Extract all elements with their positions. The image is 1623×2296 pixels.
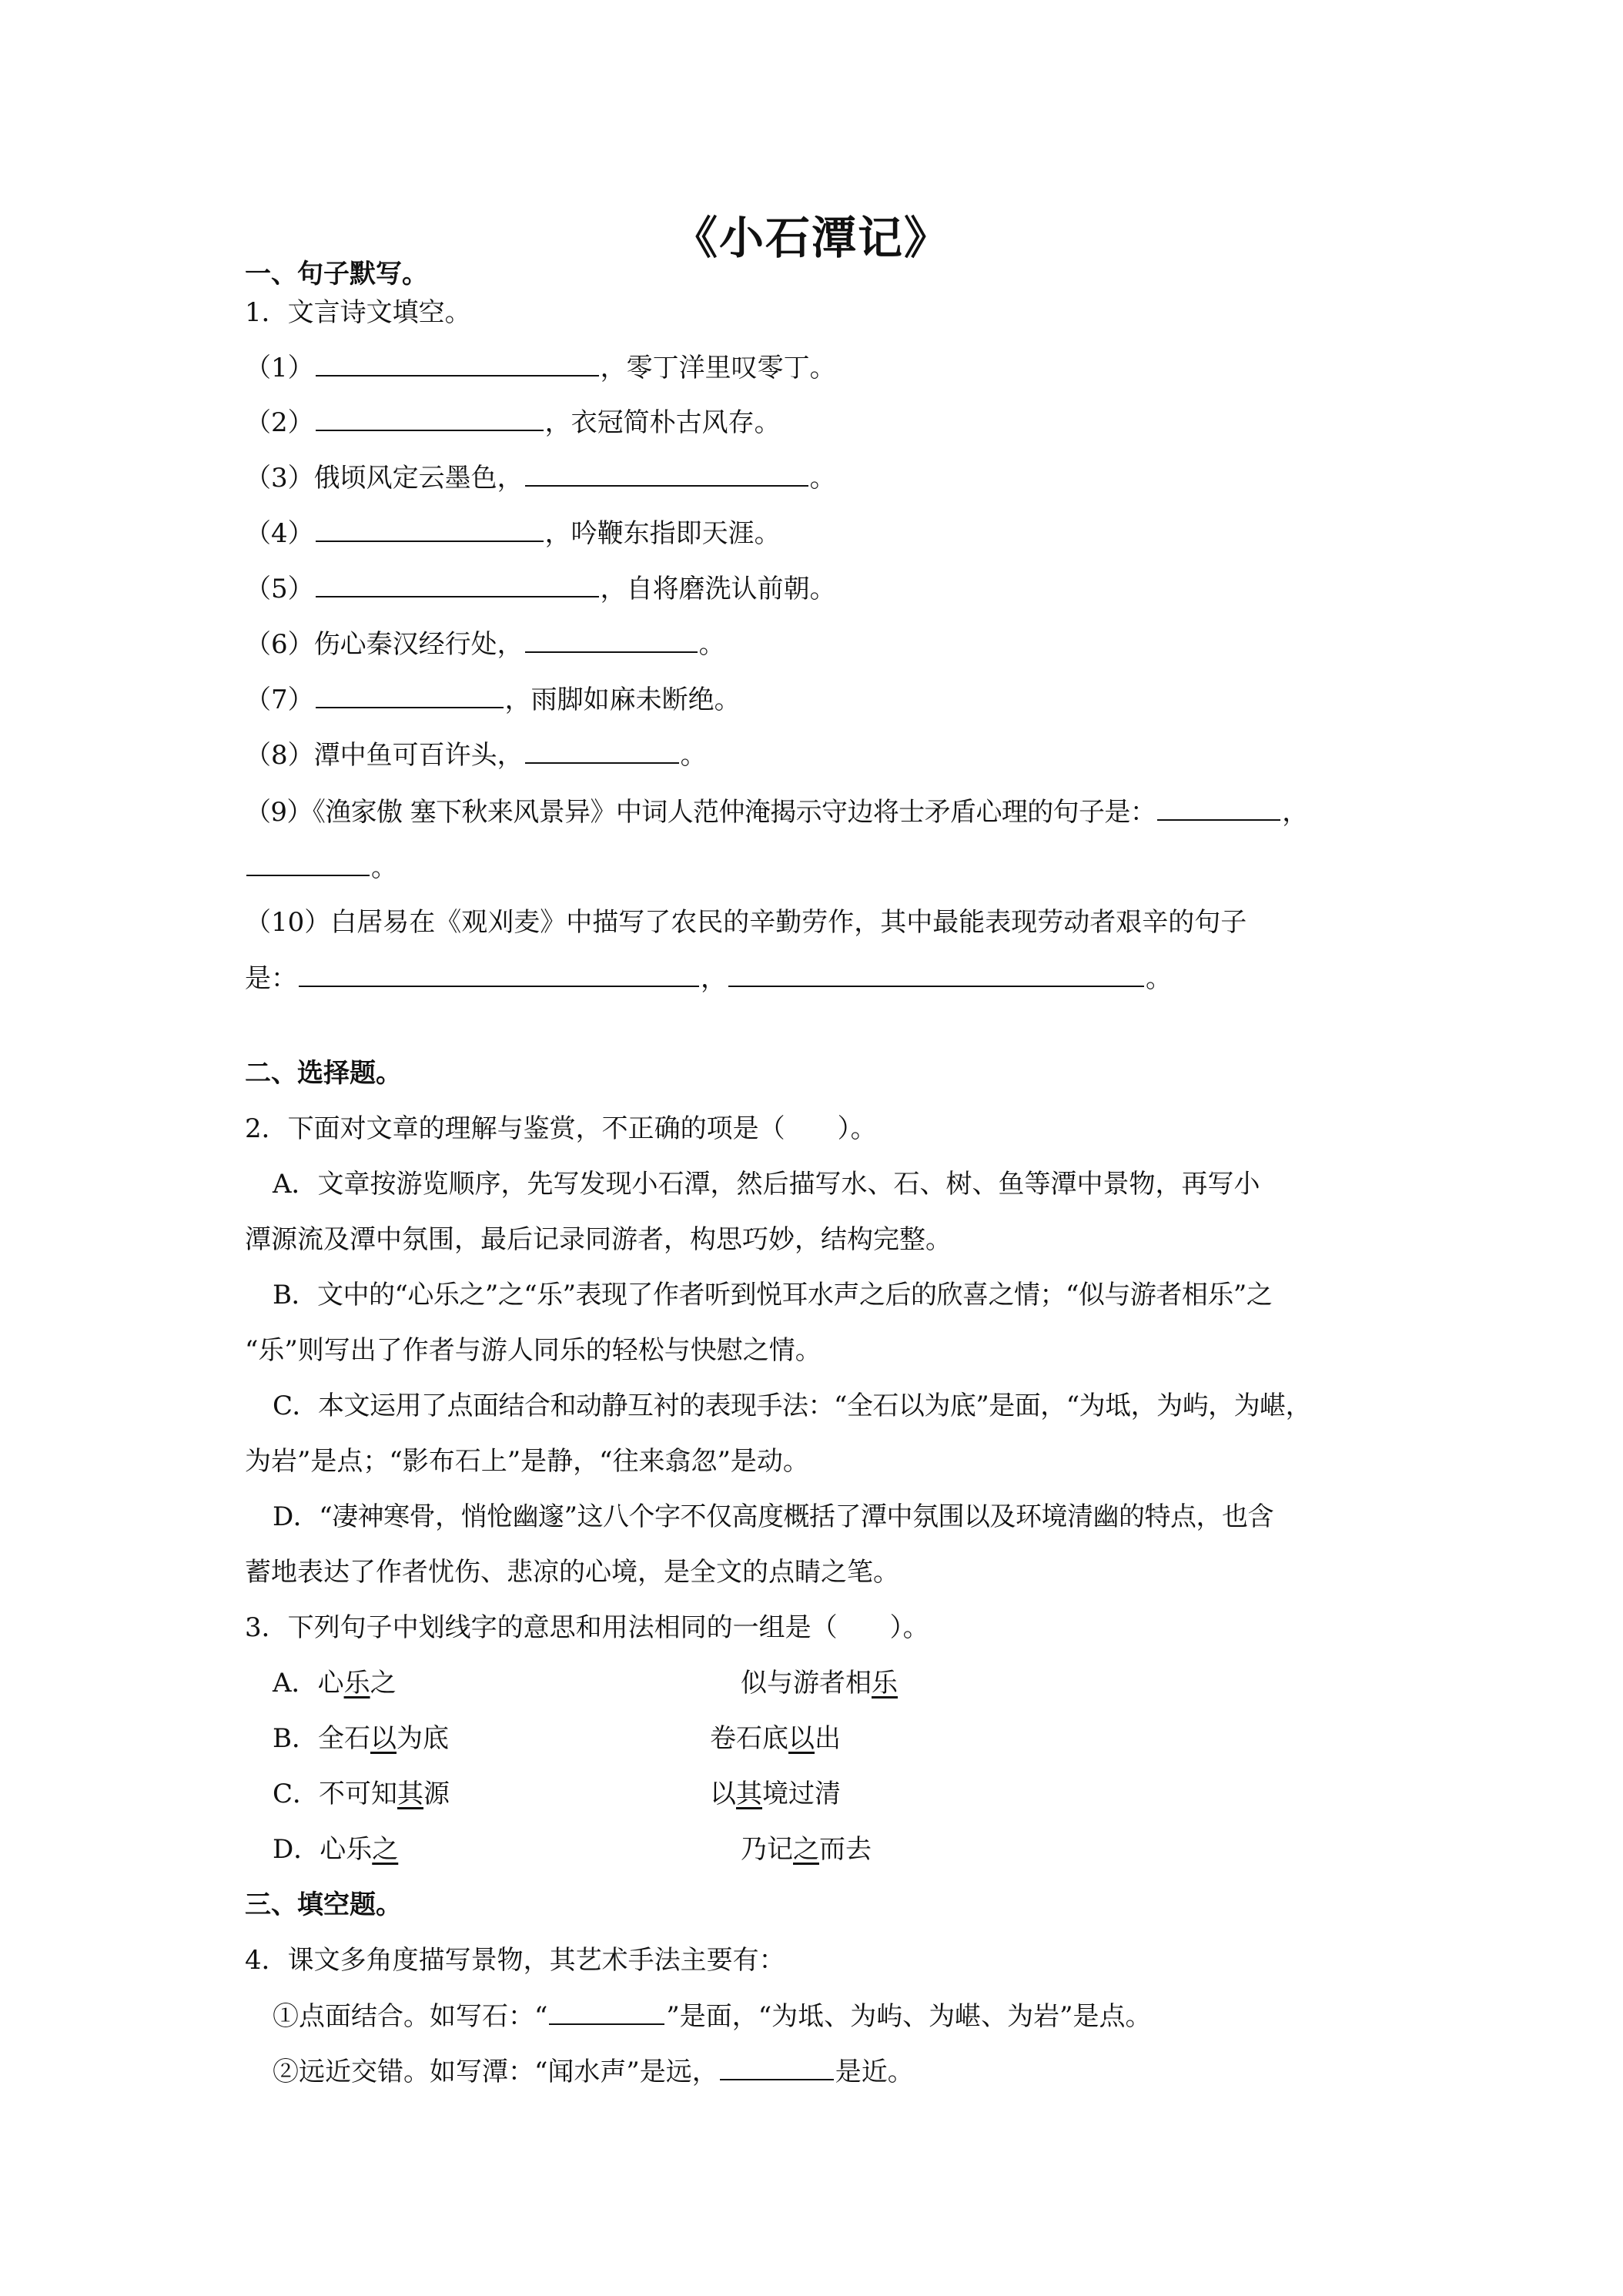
option-b-cont: “乐”则写出了作者与游人同乐的轻松与快慰之情。 [245,1335,822,1366]
option-d[interactable]: D．心乐之 [273,1834,399,1865]
option-b[interactable]: B．全石以为底 [273,1723,449,1754]
fill-item: （5） ，自将磨洗认前朝。 [245,571,836,606]
answer-blank[interactable] [1157,795,1280,821]
answer-blank[interactable] [720,2054,834,2080]
answer-blank[interactable] [316,571,599,597]
fill-item: （4） ，吟鞭东指即天涯。 [245,516,781,551]
answer-blank[interactable] [316,350,599,377]
fill-item: （10）白居易在《观刈麦》中描写了农民的辛勤劳作，其中最能表现劳动者艰辛的句子 [245,907,1247,938]
option-c-cont: 为岩”是点；“影布石上”是静，“往来翕忽”是动。 [245,1446,809,1477]
fill-item: ①点面结合。如写石：“ ”是面，“为坻、为屿、为嵁、为岩”是点。 [273,1999,1152,2033]
option-a[interactable]: A．心乐之 [273,1668,397,1699]
option-d-right: 乃记之而去 [741,1834,872,1865]
section-heading: 二、选择题。 [245,1058,402,1089]
option-d-cont: 蓄地表达了作者忧伤、悲凉的心境，是全文的点睛之笔。 [245,1557,899,1588]
question-stem: 2．下面对文章的理解与鉴赏，不正确的项是（ ）。 [245,1113,877,1144]
answer-blank[interactable] [525,627,698,653]
answer-blank[interactable] [246,850,370,876]
fill-item: （9）《渔家傲 塞下秋来风景异》中词人范仲淹揭示守边将士矛盾心理的句子是： ， [245,795,1308,829]
option-c[interactable]: C．本文运用了点面结合和动静互衬的表现手法：“全石以为底”是面，“为坻，为屿，为嵁， [273,1391,1312,1421]
fill-item: ②远近交错。如写潭：“闻水声”是远， 是近。 [273,2054,914,2089]
option-c[interactable]: C．不可知其源 [273,1779,450,1809]
option-d[interactable]: D．“凄神寒骨，悄怆幽邃”这八个字不仅高度概括了潭中氛围以及环境清幽的特点，也含 [273,1501,1274,1532]
option-b-right: 卷石底以出 [710,1723,841,1754]
answer-blank[interactable] [728,961,1144,987]
fill-item: （3）俄顷风定云墨色， 。 [245,460,836,495]
fill-item: （8）潭中鱼可百许头， 。 [245,738,707,772]
fill-item: （6）伤心秦汉经行处， 。 [245,627,725,661]
section-heading: 一、句子默写。 [245,259,428,290]
option-a-cont: 潭源流及潭中氛围，最后记录同游者，构思巧妙，结构完整。 [245,1224,952,1255]
fill-item: （1） ，零丁洋里叹零丁。 [245,350,836,385]
question-stem: 3．下列句子中划线字的意思和用法相同的一组是（ ）。 [245,1612,929,1643]
fill-item: 。 [245,850,397,885]
fill-item: 是： ， 。 [245,961,1172,996]
answer-blank[interactable] [525,460,808,487]
answer-blank[interactable] [316,682,504,708]
answer-blank[interactable] [549,1999,664,2025]
option-a-right: 似与游者相乐 [741,1668,898,1699]
question-stem: 4．课文多角度描写景物，其艺术手法主要有： [245,1945,785,1976]
answer-blank[interactable] [316,405,544,431]
answer-blank[interactable] [299,961,699,987]
page-title: 《小石潭记》 [672,212,950,264]
fill-item: （2） ，衣冠简朴古风存。 [245,405,781,440]
option-c-right: 以其境过清 [710,1779,841,1809]
section-heading: 三、填空题。 [245,1889,402,1920]
fill-item: （7） ，雨脚如麻未断绝。 [245,682,741,717]
answer-blank[interactable] [525,738,679,764]
option-b[interactable]: B．文中的“心乐之”之“乐”表现了作者听到悦耳水声之后的欣喜之情；“似与游者相乐”之 [273,1280,1273,1310]
option-a[interactable]: A．文章按游览顺序，先写发现小石潭，然后描写水、石、树、鱼等潭中景物，再写小 [273,1169,1260,1200]
question-stem: 1．文言诗文填空。 [245,297,471,328]
answer-blank[interactable] [316,516,544,542]
